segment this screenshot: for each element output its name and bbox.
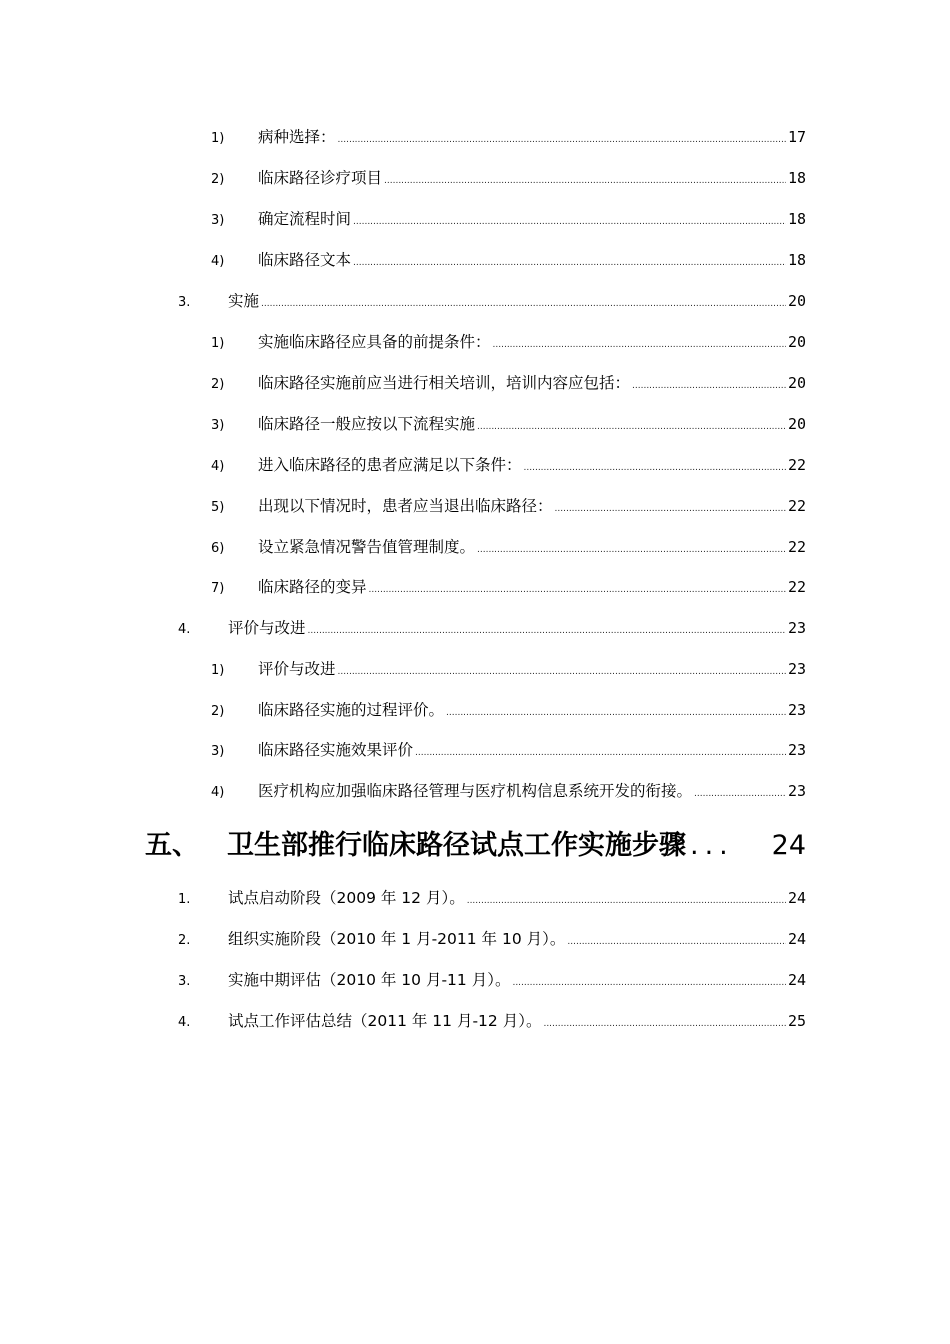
toc-entry[interactable] — [211, 373, 806, 396]
dot-leader — [384, 171, 786, 191]
toc-entry-number: 1) — [211, 336, 225, 351]
toc-entry-page: 25 — [787, 1012, 806, 1030]
toc-entry-page: 22 — [787, 538, 806, 556]
toc-entry-title: 临床路径实施效果评价 — [258, 741, 414, 759]
toc-entry-title: 临床路径实施前应当进行相关培训，培训内容应包括： — [258, 374, 631, 392]
toc-entry[interactable] — [178, 1011, 806, 1034]
toc-entry-title: 试点启动阶段（2009 年 12 月）。 — [228, 889, 465, 907]
toc-entry-number: 3. — [178, 295, 191, 310]
dot-leader — [369, 580, 786, 600]
toc-entry[interactable] — [211, 209, 806, 232]
dot-leader — [477, 417, 786, 437]
chapter-title: 卫生部推行临床路径试点工作实施步骤 — [227, 830, 686, 861]
toc-entry[interactable] — [211, 168, 806, 191]
toc-entry-title: 实施 — [228, 292, 260, 310]
toc-entry-title: 评价与改进 — [228, 619, 306, 637]
toc-entry-page: 22 — [787, 497, 806, 515]
toc-entry-number: 3) — [211, 213, 225, 228]
toc-entry[interactable] — [211, 455, 806, 478]
toc-entry-title: 设立紧急情况警告值管理制度。 — [258, 538, 476, 556]
toc-entry-number: 2) — [211, 704, 225, 719]
toc-entry-page: 23 — [787, 660, 806, 678]
dot-leader — [543, 1014, 785, 1034]
toc-entry-number: 1) — [211, 663, 225, 678]
dot-leader — [467, 891, 786, 911]
dot-leader — [632, 376, 786, 396]
dot-leader — [493, 335, 786, 355]
toc-entry-title: 出现以下情况时，患者应当退出临床路径： — [258, 497, 553, 515]
toc-entry-page: 18 — [787, 210, 806, 228]
toc-entry-title: 试点工作评估总结（2011 年 11 月-12 月）。 — [228, 1012, 542, 1030]
toc-entry-number: 4. — [178, 622, 191, 637]
dot-leader — [694, 784, 786, 804]
toc-entry-page: 20 — [787, 415, 806, 433]
dot-leader — [512, 973, 785, 993]
toc-entry-number: 2) — [211, 377, 225, 392]
dot-leader — [338, 130, 786, 150]
toc-entry-page: 17 — [787, 128, 806, 146]
toc-entry[interactable] — [211, 537, 806, 560]
toc-entry-page: 24 — [787, 971, 806, 989]
toc-entry-page: 24 — [787, 889, 806, 907]
toc-entry-title: 进入临床路径的患者应满足以下条件： — [258, 456, 522, 474]
toc-entry[interactable] — [178, 888, 806, 911]
toc-entry-title: 临床路径实施的过程评价。 — [258, 701, 445, 719]
toc-entry[interactable] — [178, 970, 806, 993]
dot-leader — [567, 932, 786, 952]
toc-entry[interactable] — [211, 577, 806, 600]
toc-entry-page: 20 — [787, 333, 806, 351]
toc-entry[interactable] — [211, 250, 806, 273]
dot-leader — [261, 294, 786, 314]
dot-leader — [338, 662, 786, 682]
toc-entry[interactable] — [178, 618, 806, 641]
toc-entry-page: 23 — [787, 701, 806, 719]
dot-leader — [415, 743, 786, 763]
toc-entry-title: 病种选择： — [258, 128, 336, 146]
toc-entry[interactable] — [211, 781, 806, 804]
toc-entry-page: 18 — [787, 169, 806, 187]
toc-entry-title: 实施中期评估（2010 年 10 月-11 月）。 — [228, 971, 511, 989]
toc-entry-number: 4) — [211, 459, 225, 474]
toc-entry-title: 临床路径诊疗项目 — [258, 169, 383, 187]
toc-entry-page: 22 — [787, 456, 806, 474]
toc-entry-page: 23 — [787, 782, 806, 800]
toc-entry-number: 3) — [211, 744, 225, 759]
toc-entry-page: 18 — [787, 251, 806, 269]
toc-entry-title: 评价与改进 — [258, 660, 336, 678]
toc-entry-title: 临床路径的变异 — [258, 578, 367, 596]
dot-leader — [555, 499, 786, 519]
toc-entry-number: 6) — [211, 541, 225, 556]
toc-entry-number: 4. — [178, 1015, 191, 1030]
toc-entry[interactable] — [211, 127, 806, 150]
toc-entry-page: 23 — [787, 741, 806, 759]
toc-entry-number: 5) — [211, 500, 225, 515]
toc-entry-page: 20 — [787, 374, 806, 392]
toc-chapter-heading[interactable] — [145, 828, 806, 864]
dot-leader — [446, 703, 786, 723]
toc-entry[interactable] — [211, 659, 806, 682]
toc-entry-number: 2) — [211, 172, 225, 187]
dot-leader — [353, 253, 786, 273]
toc-entry[interactable] — [211, 414, 806, 437]
toc-entry-title: 临床路径文本 — [258, 251, 352, 269]
toc-entry-title: 医疗机构应加强临床路径管理与医疗机构信息系统开发的衔接。 — [258, 782, 693, 800]
toc-entry-page: 24 — [787, 930, 806, 948]
toc-entry-page: 23 — [787, 619, 806, 637]
dot-leader — [477, 540, 786, 560]
toc-entry-title: 组织实施阶段（2010 年 1 月-2011 年 10 月）。 — [228, 930, 566, 948]
chapter-dot-leader: ... — [690, 830, 734, 861]
toc-entry-page: 20 — [787, 292, 806, 310]
dot-leader — [524, 458, 786, 478]
toc-entry-number: 3) — [211, 418, 225, 433]
toc-entry-page: 22 — [787, 578, 806, 596]
toc-entry-title: 临床路径一般应按以下流程实施 — [258, 415, 476, 433]
toc-entry-title: 实施临床路径应具备的前提条件： — [258, 333, 491, 351]
toc-entry-number: 7) — [211, 581, 225, 596]
toc-entry[interactable] — [178, 929, 806, 952]
toc-entry-title: 确定流程时间 — [258, 210, 352, 228]
chapter-page: 24 — [771, 830, 806, 861]
toc-entry[interactable] — [178, 291, 806, 314]
dot-leader — [308, 621, 786, 641]
toc-entry[interactable] — [211, 496, 806, 519]
toc-entry-number: 1. — [178, 892, 191, 907]
toc-entry-number: 3. — [178, 974, 191, 989]
toc-entry-number: 4) — [211, 785, 225, 800]
toc-entry[interactable] — [211, 700, 806, 723]
dot-leader — [353, 212, 786, 232]
chapter-number: 五、 — [145, 830, 199, 861]
toc-entry-number: 4) — [211, 254, 225, 269]
toc-entry[interactable] — [211, 332, 806, 355]
toc-entry-number: 1) — [211, 131, 225, 146]
toc-entry[interactable] — [211, 740, 806, 763]
toc-entry-number: 2. — [178, 933, 191, 948]
